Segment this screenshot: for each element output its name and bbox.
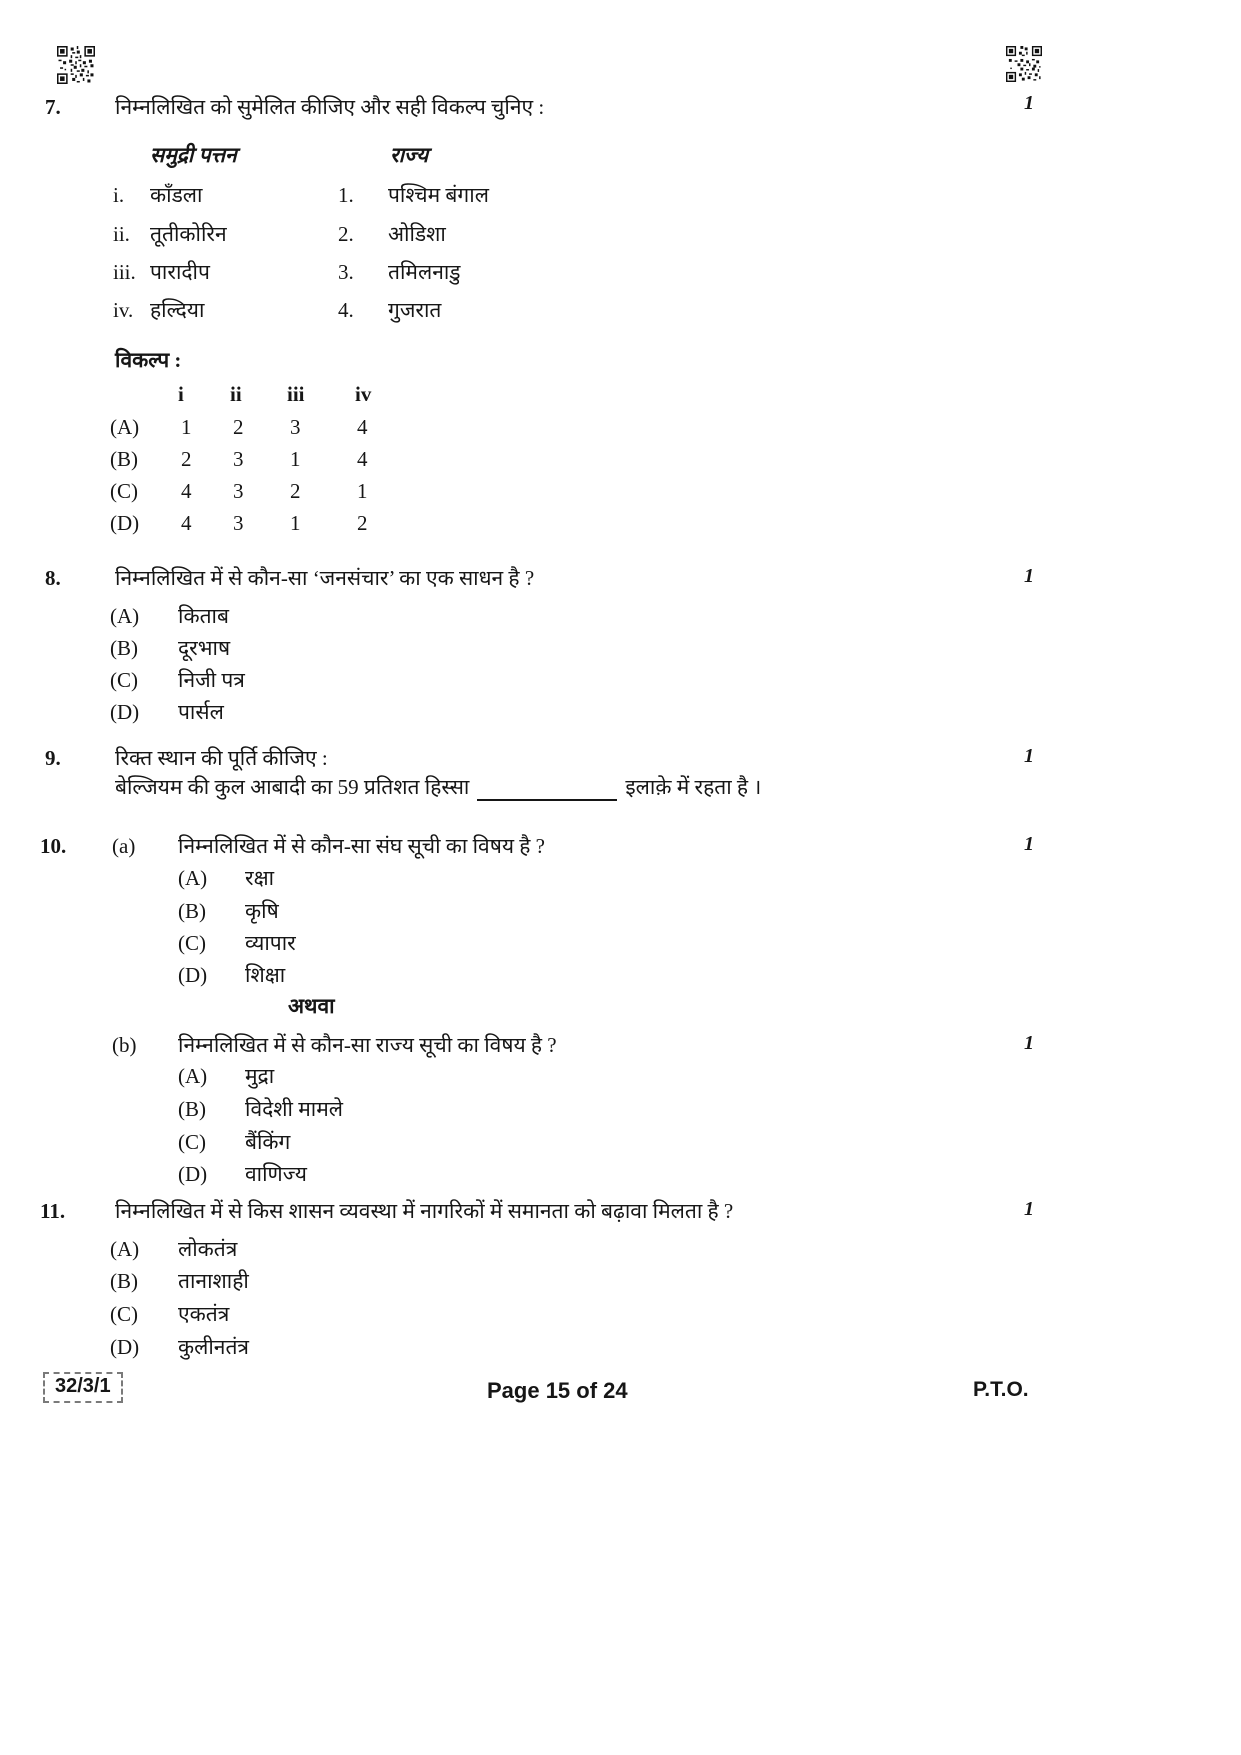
q7-option-value: 1 [357, 479, 368, 503]
q7-match-row-num: 4. [338, 298, 354, 322]
q11-option-label: (A) [110, 1237, 140, 1261]
q7-option-label: (A) [110, 415, 140, 439]
qr-code-icon [1006, 46, 1042, 82]
q11-option-label: (D) [110, 1335, 140, 1359]
q7-match-row-index: iv. [113, 298, 134, 322]
q10a-text: निम्नलिखित में से कौन-सा संघ सूची का विषय है ? [178, 834, 545, 858]
q11-option-label: (B) [110, 1269, 138, 1293]
q10b-option-label: (D) [178, 1162, 208, 1186]
q8-option-text: निजी पत्र [178, 668, 245, 692]
q7-text: निम्नलिखित को सुमेलित कीजिए और सही विकल्प चुनिए : [115, 95, 545, 119]
q10b-option-label: (C) [178, 1130, 206, 1154]
q8-option-text: दूरभाष [178, 636, 231, 660]
q7-match-left-header: समुद्री पत्तन [150, 143, 237, 167]
q7-grid-header-iv: iv [355, 382, 372, 406]
q10b-option-text: मुद्रा [245, 1064, 275, 1088]
q11-option-text: कुलीनतंत्र [178, 1335, 250, 1359]
q8-option-label: (D) [110, 700, 140, 724]
q7-match-row-num: 2. [338, 222, 354, 246]
q10a-option-label: (B) [178, 899, 206, 923]
q7-option-value: 2 [181, 447, 192, 471]
q9-fill-after: इलाक़े में रहता है । [625, 775, 762, 799]
q10b-label: (b) [112, 1033, 137, 1057]
q7-match-row-num: 1. [338, 183, 354, 207]
q8-option-label: (B) [110, 636, 138, 660]
q10b-option-text: वाणिज्य [245, 1162, 307, 1186]
pto-label: P.T.O. [973, 1378, 1029, 1401]
q7-option-value: 4 [181, 479, 192, 503]
q10a-option-text: व्यापार [245, 931, 296, 955]
q8-option-label: (A) [110, 604, 140, 628]
q9-number: 9. [45, 746, 61, 770]
q8-number: 8. [45, 566, 61, 590]
marks-q9: 1 [1024, 745, 1034, 767]
q11-option-text: लोकतंत्र [178, 1237, 238, 1261]
q9-fill-before: बेल्जियम की कुल आबादी का 59 प्रतिशत हिस्सा [115, 775, 470, 799]
q7-option-value: 2 [233, 415, 244, 439]
q7-option-value: 4 [181, 511, 192, 535]
q7-match-row-right: गुजरात [388, 298, 442, 322]
q10b-option-label: (B) [178, 1097, 206, 1121]
q10b-option-text: बैंकिंग [245, 1130, 291, 1154]
q10-number: 10. [40, 834, 67, 858]
q7-match-right-header: राज्य [390, 143, 429, 167]
marks-q10b: 1 [1024, 1032, 1034, 1054]
paper-code-badge: 32/3/1 [43, 1372, 123, 1403]
q10a-option-text: कृषि [245, 899, 279, 923]
q7-option-value: 1 [181, 415, 192, 439]
q7-match-row-right: पश्चिम बंगाल [388, 183, 489, 207]
q7-option-value: 2 [290, 479, 301, 503]
q7-option-value: 4 [357, 415, 368, 439]
q7-option-value: 1 [290, 447, 301, 471]
q10a-option-text: रक्षा [245, 866, 275, 890]
q8-option-label: (C) [110, 668, 138, 692]
q10a-label: (a) [112, 834, 136, 858]
q10b-option-label: (A) [178, 1064, 208, 1088]
q7-match-row-left: पारादीप [150, 260, 210, 284]
q10b-option-text: विदेशी मामले [245, 1097, 344, 1121]
q7-match-row-left: तूतीकोरिन [150, 222, 227, 246]
q7-grid-header-iii: iii [287, 382, 305, 406]
q7-match-row-right: तमिलनाडु [388, 260, 461, 284]
q10a-option-label: (A) [178, 866, 208, 890]
marks-q7: 1 [1024, 92, 1034, 114]
q8-text: निम्नलिखित में से कौन-सा ‘जनसंचार’ का एक साधन है ? [115, 566, 535, 590]
q7-match-row-index: iii. [113, 260, 136, 284]
q7-match-row-num: 3. [338, 260, 354, 284]
q11-option-text: तानाशाही [178, 1269, 249, 1293]
page-number-label: Page 15 of 24 [487, 1378, 628, 1403]
q8-option-text: पार्सल [178, 700, 224, 724]
q9-text: रिक्त स्थान की पूर्ति कीजिए : [115, 746, 328, 770]
q7-option-value: 3 [233, 479, 244, 503]
q11-option-text: एकतंत्र [178, 1302, 230, 1326]
q10b-text: निम्नलिखित में से कौन-सा राज्य सूची का विषय है ? [178, 1033, 557, 1057]
q7-option-value: 2 [357, 511, 368, 535]
blank-line [477, 779, 617, 801]
q7-grid-header-i: i [178, 382, 184, 406]
q7-option-value: 3 [290, 415, 301, 439]
q11-number: 11. [40, 1199, 66, 1223]
q7-number: 7. [45, 95, 61, 119]
q10a-option-label: (C) [178, 931, 206, 955]
q7-options-label: विकल्प : [115, 348, 182, 372]
q7-option-value: 3 [233, 447, 244, 471]
q11-option-label: (C) [110, 1302, 138, 1326]
marks-q11: 1 [1024, 1198, 1034, 1220]
q10a-option-text: शिक्षा [245, 963, 286, 987]
q7-option-label: (B) [110, 447, 138, 471]
q7-match-row-right: ओडिशा [388, 222, 446, 246]
q7-option-value: 4 [357, 447, 368, 471]
q7-option-label: (C) [110, 479, 138, 503]
q10a-option-label: (D) [178, 963, 208, 987]
q11-text: निम्नलिखित में से किस शासन व्यवस्था में नागरिकों में समानता को बढ़ावा मिलता है ? [115, 1199, 734, 1223]
q10-or-label: अथवा [288, 994, 335, 1018]
q7-match-row-index: i. [113, 183, 125, 207]
q7-match-row-index: ii. [113, 222, 130, 246]
q7-match-row-left: हल्दिया [150, 298, 205, 322]
q7-option-label: (D) [110, 511, 140, 535]
marks-q8: 1 [1024, 565, 1034, 587]
q7-match-row-left: काँडला [150, 183, 203, 207]
marks-q10a: 1 [1024, 833, 1034, 855]
q7-option-value: 1 [290, 511, 301, 535]
q7-option-value: 3 [233, 511, 244, 535]
q9-fill-line [115, 773, 761, 801]
qr-code-icon [57, 46, 95, 84]
q7-grid-header-ii: ii [230, 382, 242, 406]
q8-option-text: किताब [178, 604, 229, 628]
